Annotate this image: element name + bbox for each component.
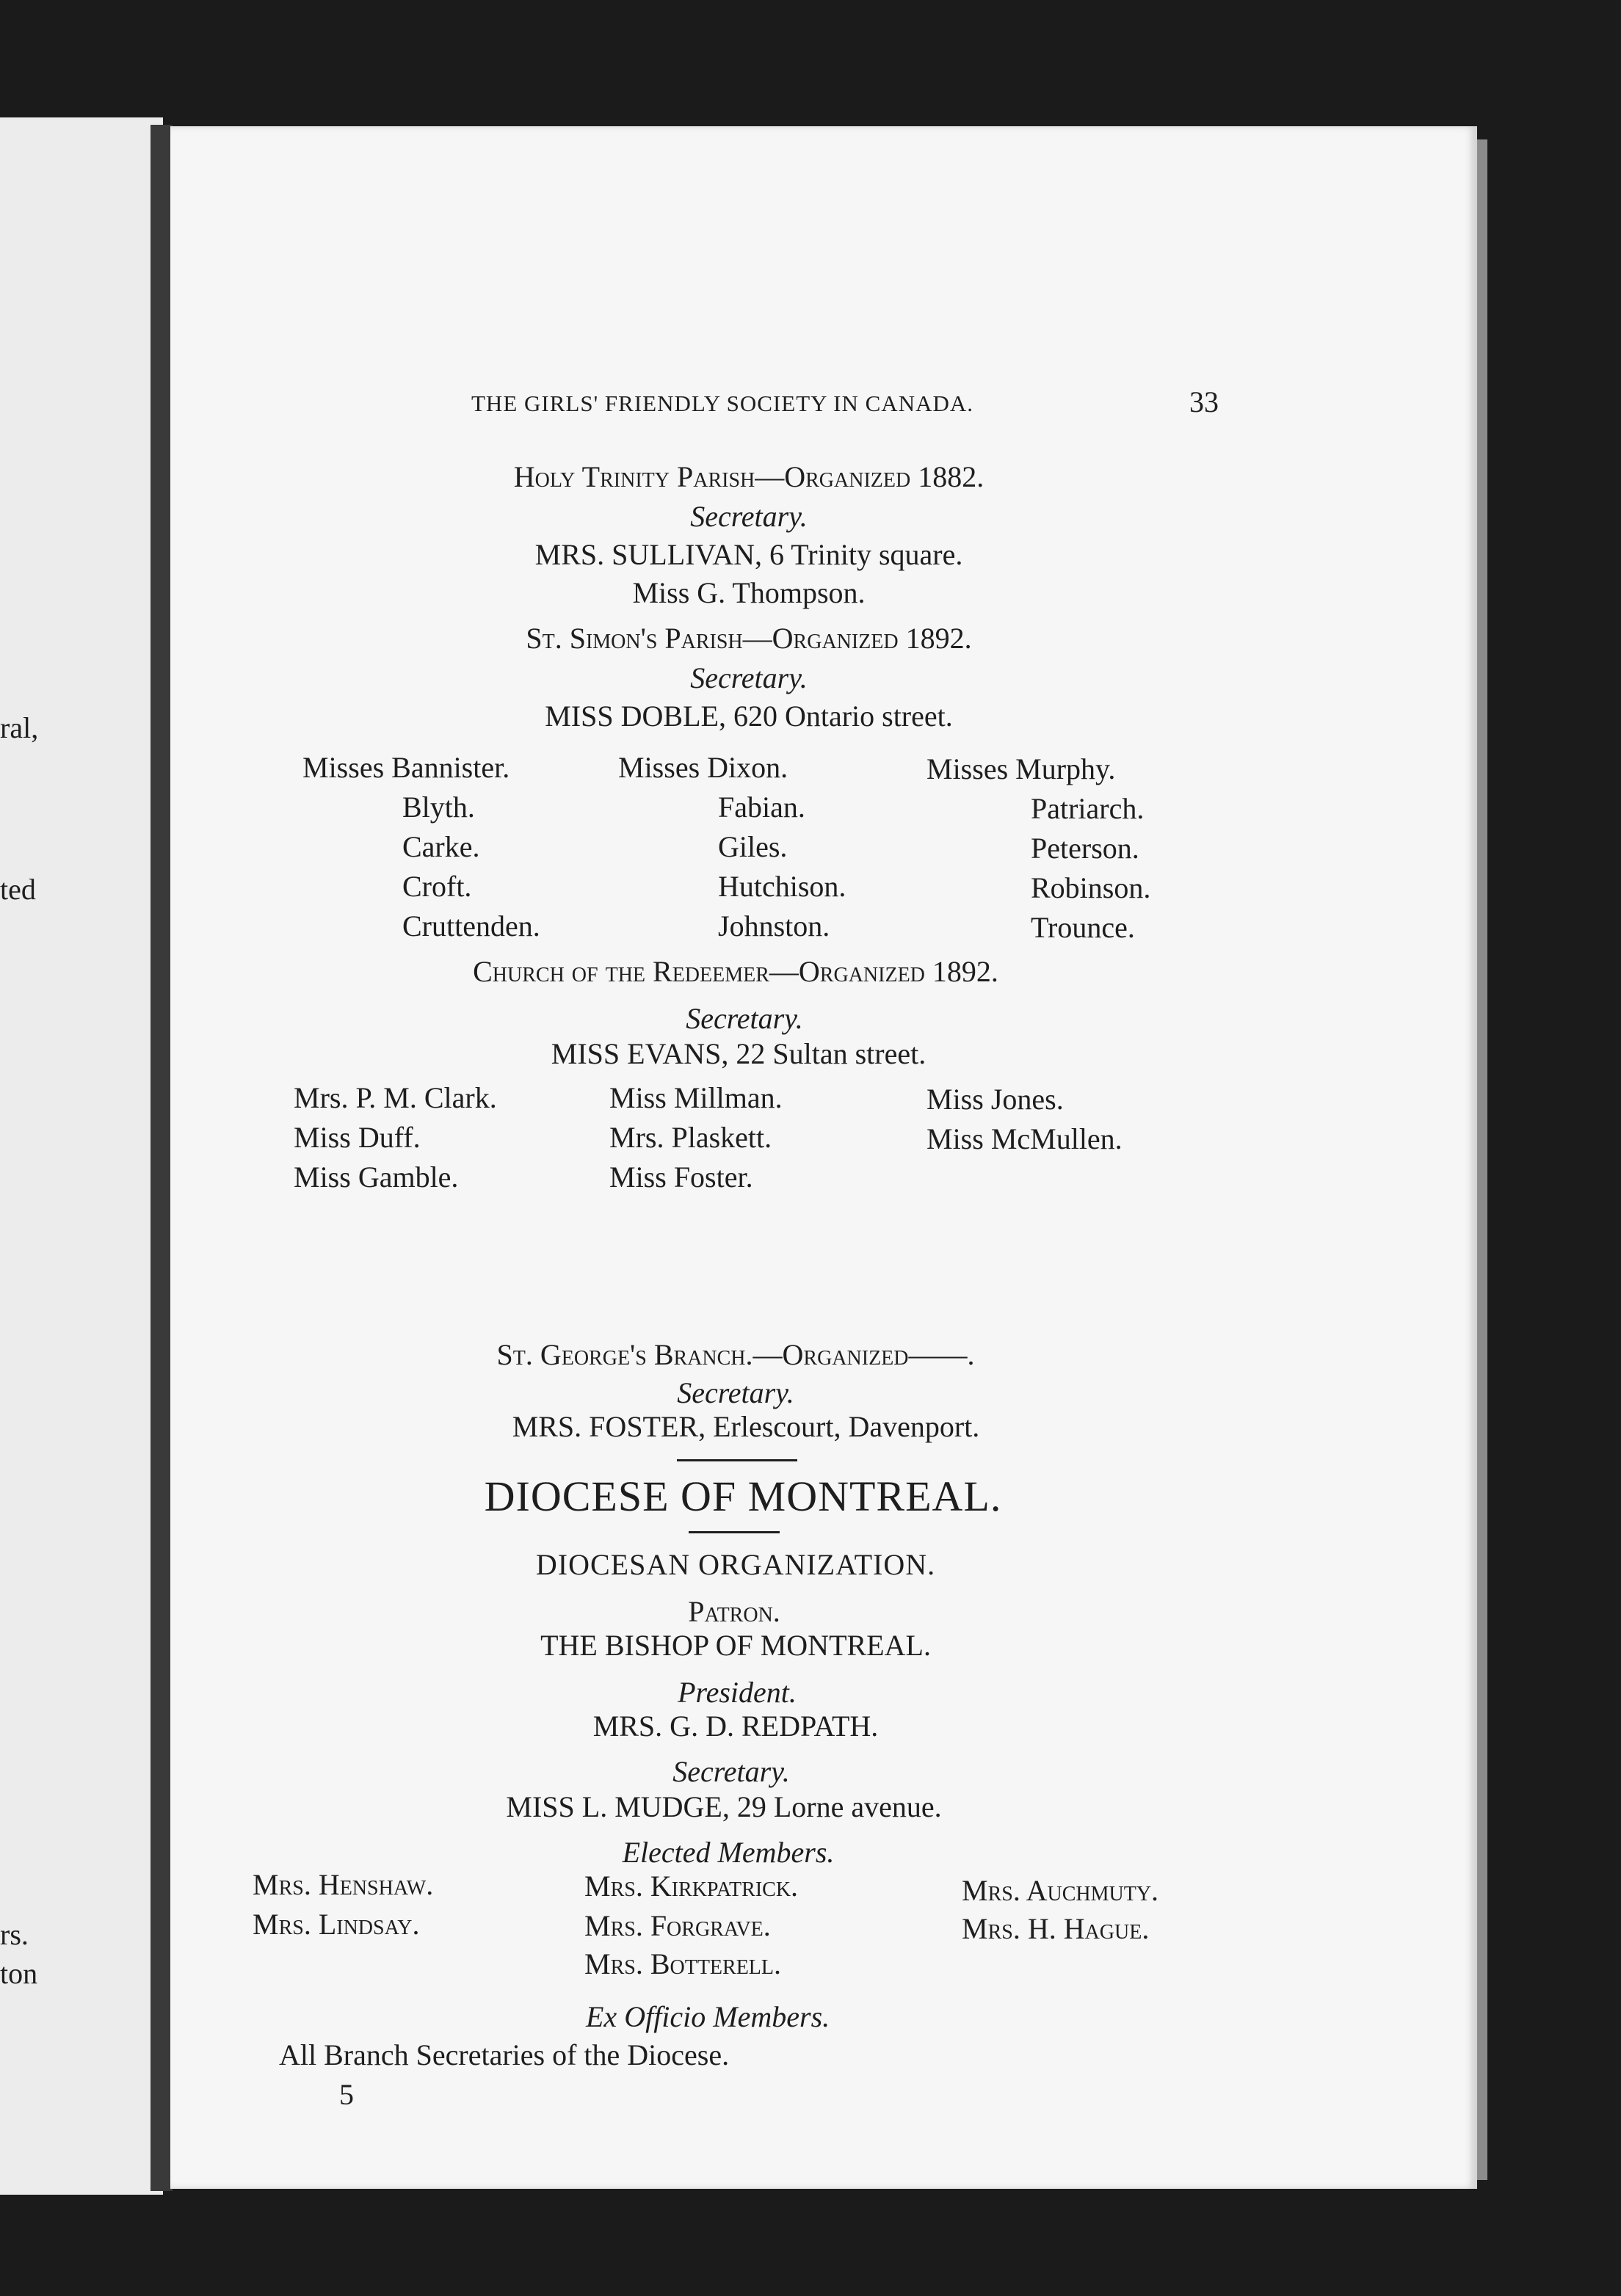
member-name: Misses Dixon. (618, 751, 788, 784)
left-page-fragment: rs. (0, 1918, 29, 1951)
member-name: Miss Foster. (609, 1160, 753, 1194)
member-name: Robinson. (1031, 871, 1151, 904)
st-george-secretary-label: Secretary. (677, 1376, 794, 1409)
left-page-fragment: ted (0, 873, 36, 906)
member-name: Peterson. (1031, 832, 1139, 865)
section-rule (677, 1459, 797, 1461)
member-name: Cruttenden. (402, 909, 540, 942)
member-name: Johnston. (718, 909, 830, 942)
patron-name: THE BISHOP OF MONTREAL. (540, 1629, 931, 1662)
member-name: Miss Jones. (926, 1083, 1064, 1116)
elected-member: Mrs. Henshaw. (253, 1868, 434, 1901)
member-name: Trounce. (1031, 911, 1135, 944)
holy-trinity-secretary: MRS. SULLIVAN, 6 Trinity square. (534, 538, 963, 571)
elected-members-label: Elected Members. (622, 1836, 835, 1869)
member-name: Giles. (718, 830, 788, 863)
member-name: Miss McMullen. (926, 1122, 1123, 1155)
ex-officio-label: Ex Officio Members. (586, 2000, 830, 2033)
member-name: Blyth. (402, 791, 475, 824)
section-rule (689, 1531, 780, 1533)
secretary-label: Secretary. (672, 1755, 790, 1788)
left-page-fragment: ral, (0, 711, 39, 744)
president-name: MRS. G. D. REDPATH. (592, 1710, 879, 1743)
diocese-title: DIOCESE OF MONTREAL. (484, 1472, 1002, 1520)
member-name: Hutchison. (718, 870, 846, 903)
holy-trinity-heading: Holy Trinity Parish—Organized 1882. (513, 460, 984, 493)
holy-trinity-secretary-label: Secretary. (690, 500, 808, 533)
elected-member: Mrs. Forgrave. (584, 1909, 771, 1942)
st-george-secretary: MRS. FOSTER, Erlescourt, Davenport. (512, 1410, 980, 1443)
st-george-heading: St. George's Branch.—Organized——. (496, 1338, 975, 1371)
st-simon-heading: St. Simon's Parish—Organized 1892. (526, 622, 972, 655)
member-name: Miss Gamble. (294, 1160, 459, 1194)
elected-member: Mrs. Lindsay. (253, 1908, 420, 1941)
member-name: Misses Murphy. (926, 752, 1116, 785)
page-number: 33 (1189, 385, 1219, 418)
st-simon-secretary: MISS DOBLE, 620 Ontario street. (545, 700, 953, 733)
book-gutter (151, 125, 173, 2191)
st-simon-secretary-label: Secretary. (690, 661, 808, 694)
ex-officio-text: All Branch Secretaries of the Diocese. (279, 2038, 730, 2071)
member-name: Mrs. Plaskett. (609, 1121, 772, 1154)
redeemer-secretary-label: Secretary. (686, 1002, 803, 1035)
signature-mark: 5 (339, 2078, 354, 2111)
member-name: Misses Bannister. (302, 751, 510, 784)
elected-member: Mrs. H. Hague. (962, 1912, 1150, 1945)
member-name: Carke. (402, 830, 480, 863)
secretary-name: MISS L. MUDGE, 29 Lorne avenue. (506, 1790, 942, 1823)
elected-member: Mrs. Auchmuty. (962, 1874, 1159, 1907)
elected-member: Mrs. Kirkpatrick. (584, 1870, 799, 1903)
page-edge (1477, 139, 1487, 2180)
left-page-fragment: ton (0, 1957, 38, 1990)
member-name: Mrs. P. M. Clark. (294, 1081, 497, 1114)
member-name: Miss Duff. (294, 1121, 421, 1154)
member-name: Miss Millman. (609, 1081, 783, 1114)
member-name: Fabian. (718, 791, 805, 824)
running-head-title: THE GIRLS' FRIENDLY SOCIETY IN CANADA. (471, 390, 973, 416)
holy-trinity-member: Miss G. Thompson. (632, 576, 866, 609)
redeemer-heading: Church of the Redeemer—Organized 1892. (473, 955, 998, 988)
member-name: Patriarch. (1031, 792, 1145, 825)
president-label: President. (678, 1676, 797, 1709)
document-page (170, 126, 1477, 2189)
patron-label: Patron. (688, 1595, 780, 1628)
member-name: Croft. (402, 870, 472, 903)
diocesan-organization-heading: DIOCESAN ORGANIZATION. (535, 1548, 936, 1581)
elected-member: Mrs. Botterell. (584, 1947, 782, 1980)
left-facing-page (0, 117, 163, 2195)
redeemer-secretary: MISS EVANS, 22 Sultan street. (551, 1037, 926, 1070)
